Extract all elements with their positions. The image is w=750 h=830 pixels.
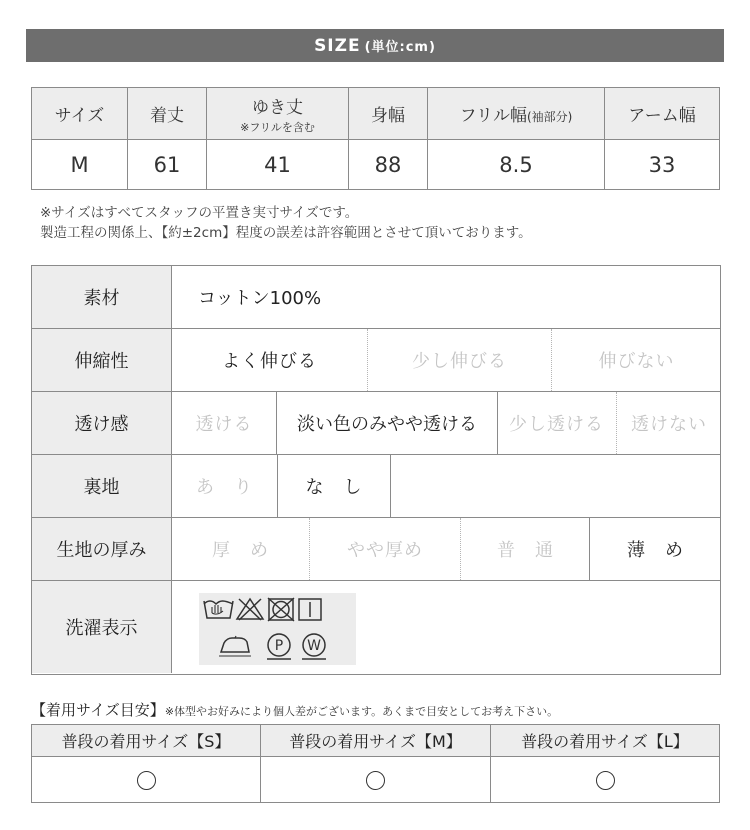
guide-mark-m <box>261 757 491 803</box>
attr-row-stretch <box>32 329 720 392</box>
banner-title: SIZE <box>314 35 361 56</box>
attr-label-stretch: 伸縮性 <box>32 329 172 391</box>
header-frill-note: (袖部分) <box>526 110 573 124</box>
attr-row-sheer <box>32 392 720 455</box>
lining-option-no: な し <box>277 455 391 517</box>
size-table-value-row <box>32 140 720 190</box>
svg-text:P: P <box>274 638 284 654</box>
guide-header-m: 普段の着用サイズ【M】 <box>261 725 491 757</box>
size-notes <box>40 203 532 243</box>
sheer-option-slightly: 少し透ける <box>509 414 604 435</box>
attr-row-material <box>32 266 720 329</box>
guide-header-row <box>32 725 720 757</box>
care-symbols <box>199 593 356 665</box>
stretch-option-high: よく伸びる <box>222 351 317 372</box>
header-sleeve-length: ゆき丈 ※フリルを含む <box>207 88 349 140</box>
value-length: 61 <box>128 140 207 190</box>
lining-option-yes: あ り <box>196 477 253 498</box>
no-bleach-icon <box>237 599 263 620</box>
attr-row-lining <box>32 455 720 518</box>
line-dry-icon <box>299 599 321 620</box>
thickness-option-slightly-thick: やや厚め <box>309 518 460 580</box>
circle-mark-icon <box>137 771 156 790</box>
header-width: 身幅 <box>349 88 428 140</box>
guide-value-row <box>32 757 720 803</box>
attr-row-thickness <box>32 518 720 581</box>
material-value: コットン100% <box>198 288 322 309</box>
attr-label-thickness: 生地の厚み <box>32 518 172 580</box>
thickness-option-thick: 厚 め <box>212 540 269 561</box>
size-banner <box>26 29 724 62</box>
thickness-option-thin: 薄 め <box>589 518 721 580</box>
low-iron-icon <box>219 636 251 656</box>
care-label-image <box>199 593 356 665</box>
note-line: 製造工程の関係上、【約±2cm】程度の誤差は許容範囲とさせて頂いております。 <box>40 225 532 241</box>
attr-label-material: 素材 <box>32 266 172 328</box>
value-frill-width: 8.5 <box>428 140 605 190</box>
guide-title <box>31 699 558 720</box>
circle-mark-icon <box>366 771 385 790</box>
guide-header-s: 普段の着用サイズ【S】 <box>32 725 261 757</box>
stretch-option-some: 少し伸びる <box>367 329 551 391</box>
guide-mark-s <box>32 757 261 803</box>
attribute-table <box>31 265 721 675</box>
dry-clean-p-icon <box>267 634 291 659</box>
guide-header-l: 普段の着用サイズ【L】 <box>491 725 720 757</box>
header-arm-width: アーム幅 <box>605 88 720 140</box>
circle-mark-icon <box>596 771 615 790</box>
header-size: サイズ <box>32 88 128 140</box>
size-table <box>31 87 720 190</box>
sheer-option-sheer: 透ける <box>195 414 253 435</box>
header-frill-width: フリル幅(袖部分) <box>428 88 605 140</box>
sheer-option-light-colors: 淡い色のみやや透ける <box>276 392 498 454</box>
wet-clean-w-icon <box>302 634 326 659</box>
banner-unit: (単位:cm) <box>364 40 436 55</box>
attr-label-care: 洗濯表示 <box>32 581 172 673</box>
header-sleeve-note: ※フリルを含む <box>240 120 315 134</box>
stretch-option-none: 伸びない <box>551 329 721 391</box>
svg-text:W: W <box>307 638 321 654</box>
size-table-header-row <box>32 88 720 140</box>
guide-table <box>31 724 720 803</box>
sheer-option-none: 透けない <box>616 392 721 454</box>
guide-note: ※体型やお好みにより個人差がございます。あくまで目安としてお考え下さい。 <box>164 705 559 718</box>
value-size: M <box>32 140 128 190</box>
value-sleeve-length: 41 <box>207 140 349 190</box>
attr-label-sheer: 透け感 <box>32 392 172 454</box>
no-tumble-dry-icon <box>268 598 294 621</box>
attr-row-care <box>32 581 720 673</box>
guide-heading: 【着用サイズ目安】 <box>31 701 165 719</box>
guide-mark-l <box>491 757 720 803</box>
attr-label-lining: 裏地 <box>32 455 172 517</box>
header-length: 着丈 <box>128 88 207 140</box>
value-arm-width: 33 <box>605 140 720 190</box>
value-width: 88 <box>349 140 428 190</box>
note-line: ※サイズはすべてスタッフの平置き実寸サイズです。 <box>40 205 359 221</box>
hand-wash-icon <box>204 601 233 618</box>
thickness-option-normal: 普 通 <box>460 518 590 580</box>
